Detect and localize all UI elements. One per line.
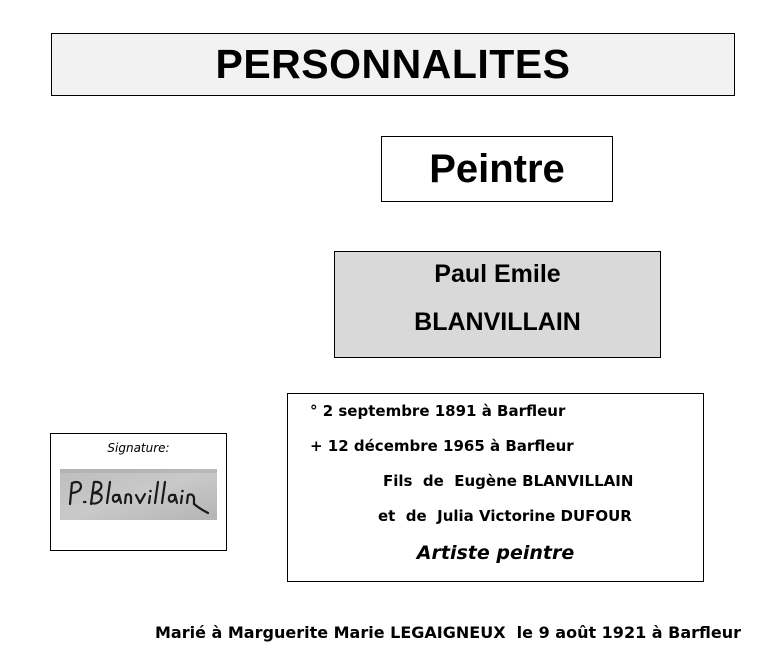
father-line: Fils de Eugène BLANVILLAIN [383, 472, 634, 490]
mother-line: et de Julia Victorine DUFOUR [378, 507, 632, 525]
death-line: + 12 décembre 1965 à Barfleur [310, 437, 574, 455]
person-surname: BLANVILLAIN [414, 308, 581, 336]
signature-box [50, 433, 227, 551]
signature-label: Signature: [107, 441, 170, 455]
marriage-line: Marié à Marguerite Marie LEGAIGNEUX le 9 août 1921 à Barfleur [155, 623, 742, 642]
person-first-names: Paul Emile [434, 260, 561, 288]
signature-image [60, 469, 217, 520]
birth-line: ° 2 septembre 1891 à Barfleur [310, 402, 566, 420]
page-title: PERSONNALITES [215, 41, 571, 87]
role-label: Peintre [429, 146, 565, 191]
occupation-line: Artiste peintre [416, 542, 575, 564]
page-title-box [51, 33, 735, 96]
person-name-box [334, 251, 661, 358]
role-box [381, 136, 613, 202]
biography-box [287, 393, 704, 582]
